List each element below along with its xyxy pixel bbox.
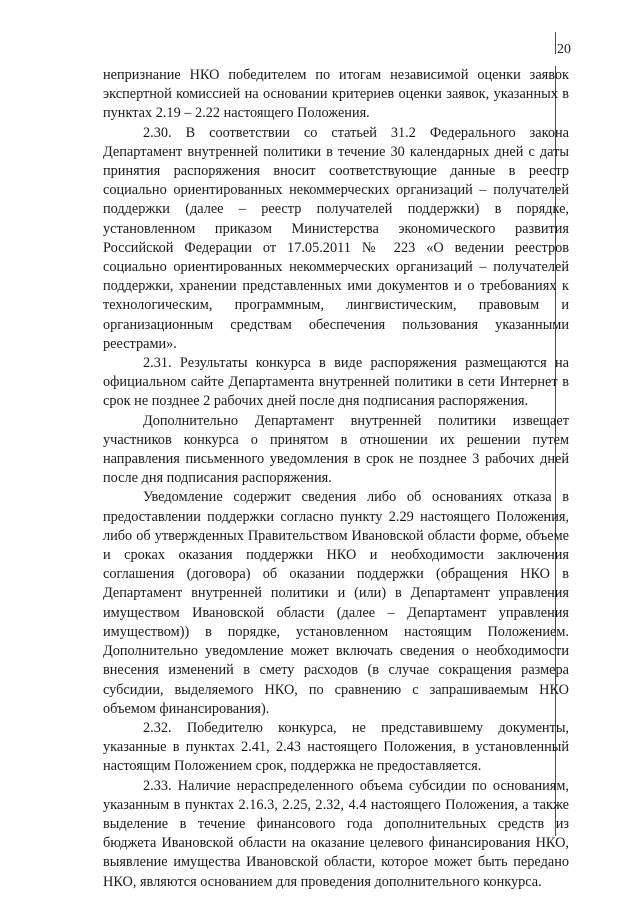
- paragraph-2-33: 2.33. Наличие нераспределенного объема субсидии по основаниям, указанным в пунктах 2.16.3, 2.25, 2.32, 4.4 настоящего Положения, а также выделение в течение финансового года дополнительных средств из бюджета Ивановской области на оказание целевого финансирования НКО, выявление имущества Ивановской области, которое может быть передано НКО, являются основанием для проведения дополнительного конкурса.: [103, 777, 569, 890]
- paragraph-2-32: 2.32. Победителю конкурса, не представившему документы, указанные в пунктах 2.41, 2.43 настоящего Положения, в установленный настоящим Положением срок, поддержка не предоставляется.: [103, 719, 569, 775]
- paragraph-additional-notice: Дополнительно Департамент внутренней политики извещает участников конкурса о принятом в отношении их решении путем направления письменного уведомления в срок не позднее 3 рабочих дней после дня подписания распоряжения.: [103, 412, 569, 487]
- paragraph-2-31: 2.31. Результаты конкурса в виде распоряжения размещаются на официальном сайте Департамента внутренней политики в сети Интернет в срок не позднее 2 рабочих дней после дня подписания распоряжения.: [103, 355, 569, 410]
- document-body: [103, 66, 569, 892]
- page-number: 20: [557, 42, 571, 57]
- paragraph-2-30: 2.30. В соответствии со статьей 31.2 Федерального закона Департамент внутренней политики в течение 30 календарных дней с даты принятия распоряжения вносит соответствующие данные в реестр социально ориентированных некоммерческих организаций – получателей поддержки (далее – реестр получателей поддержки) в порядке, установленном приказом Министерства экономического развития Российской Федерации от 17.05.2011 № 223 «О ведении реестров социально ориентированных некоммерческих организаций – получателей поддержки, хранении представленных ими документов и о требованиях к технологическим, программным, лингвистическим, правовым и организационным средствам обеспечения пользования указанными реестрами».: [103, 124, 569, 352]
- paragraph-continuation: непризнание НКО победителем по итогам независимой оценки заявок экспертной комиссией на основании критериев оценки заявок, указанных в пунктах 2.19 – 2.22 настоящего Положения.: [103, 67, 569, 122]
- paragraph-notification-contents: Уведомление содержит сведения либо об основаниях отказа в предоставлении поддержки согласно пункту 2.29 настоящего Положения, либо об утвержденных Правительством Ивановской области форме, объеме и сроках оказания поддержки НКО и необходимости заключения соглашения (договора) об оказании поддержки (обращения НКО в Департамент внутренней политики и (или) в Департамент управления имуществом Ивановской области (далее – Департамент управления имуществом)) в порядке, установленном настоящим Положением. Дополнительно уведомление может включать сведения о необходимости внесения изменений в смету расходов (в случае сокращения размера субсидии, выделяемого НКО, по сравнению с запрашиваемым НКО объемом финансирования).: [103, 489, 569, 717]
- scan-artifact-line: [555, 32, 556, 54]
